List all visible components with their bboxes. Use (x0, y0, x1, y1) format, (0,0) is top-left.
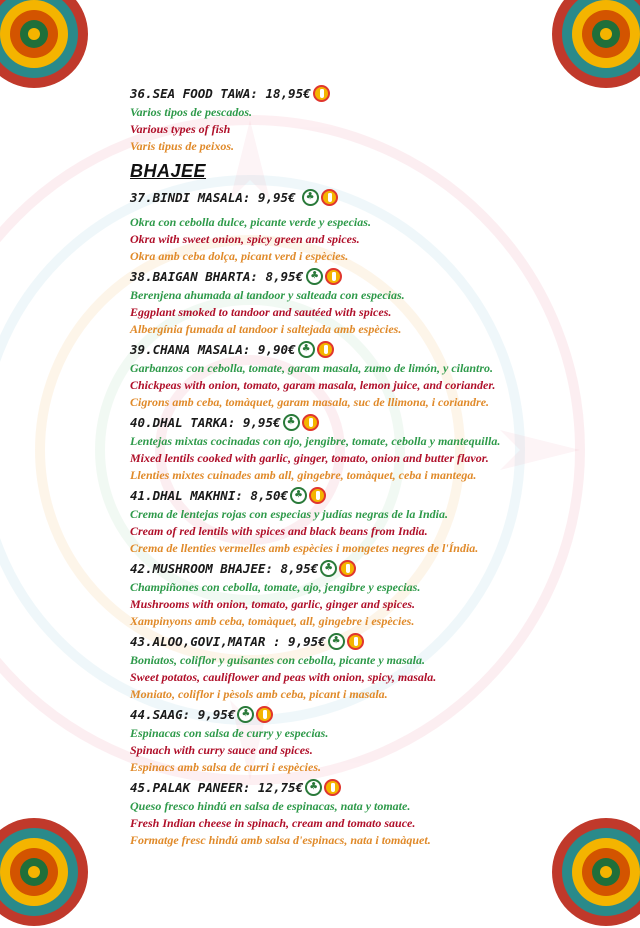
menu-item (130, 703, 630, 776)
spicy-icon (325, 268, 342, 285)
description-english: Mushrooms with onion, tomato, garlic, ginger and spices. (130, 597, 416, 611)
description-catalan: Xampinyons amb ceba, tomàquet, all, gingebre i espècies. (130, 614, 415, 628)
dish-title: 36.SEA FOOD TAWA: 18,95€ (130, 85, 311, 101)
dish-title: 40.DHAL TARKA: 9,95€ (130, 414, 281, 430)
spicy-icon (317, 341, 334, 358)
description-catalan: Moniato, coliflor i pèsols amb ceba, picant i masala. (130, 687, 388, 701)
vegetarian-icon (320, 560, 337, 577)
vegetarian-icon (237, 706, 254, 723)
menu-item (130, 484, 630, 557)
description-catalan: Varis tipus de peixos. (130, 139, 235, 153)
description-catalan: Okra amb ceba dolça, picant verd i espècies. (130, 249, 349, 263)
corner-mandala-top-right (550, 0, 640, 90)
description-catalan: Albergínia fumada al tandoor i saltejada amb espècies. (130, 322, 402, 336)
dish-title: 39.CHANA MASALA: 9,90€ (130, 341, 296, 357)
description-english: Chickpeas with onion, tomato, garam masala, lemon juice, and coriander. (130, 378, 496, 392)
menu-item-sea-food-tawa (130, 82, 630, 155)
spicy-icon (313, 85, 330, 102)
description-english: Sweet potatos, cauliflower and peas with onion, spicy, masala. (130, 670, 437, 684)
menu-content (130, 82, 630, 849)
spicy-icon (256, 706, 273, 723)
vegetarian-icon (328, 633, 345, 650)
description-english: Okra with sweet onion, spicy green and spices. (130, 232, 360, 246)
description-catalan: Espinacs amb salsa de curri i espècies. (130, 760, 321, 774)
spicy-icon (324, 779, 341, 796)
description-catalan: Llenties mixtes cuinades amb all, gingebre, tomàquet, ceba i mantega. (130, 468, 477, 482)
vegetarian-icon (302, 189, 319, 206)
corner-mandala-top-left (0, 0, 90, 90)
description-english: Fresh Indian cheese in spinach, cream and tomato sauce. (130, 816, 416, 830)
description-english: Various types of fish (130, 122, 231, 136)
description-english: Spinach with curry sauce and spices. (130, 743, 313, 757)
dish-title: 45.PALAK PANEER: 12,75€ (130, 779, 304, 795)
description-spanish: Crema de lentejas rojas con especias y judías negras de la India. (130, 507, 448, 521)
vegetarian-icon (306, 268, 323, 285)
section-title: BHAJEE (130, 161, 207, 181)
menu-item (130, 186, 630, 265)
description-spanish: Lentejas mixtas cocinadas con ajo, jengibre, tomate, cebolla y mantequilla. (130, 434, 501, 448)
description-spanish: Boniatos, coliflor y guisantes con cebolla, picante y masala. (130, 653, 425, 667)
menu-item (130, 776, 630, 849)
spicy-icon (309, 487, 326, 504)
menu-item (130, 338, 630, 411)
vegetarian-icon (283, 414, 300, 431)
description-spanish: Champiñones con cebolla, tomate, ajo, jengibre y especias. (130, 580, 421, 594)
vegetarian-icon (298, 341, 315, 358)
dish-title: 44.SAAG: 9,95€ (130, 706, 236, 722)
menu-item (130, 557, 630, 630)
description-catalan: Cigrons amb ceba, tomàquet, garam masala, suc de llimona, i coriandre. (130, 395, 490, 409)
spicy-icon (321, 189, 338, 206)
menu-item (130, 411, 630, 484)
description-spanish: Espinacas con salsa de curry y especias. (130, 726, 329, 740)
corner-mandala-bottom-left (0, 816, 90, 928)
dish-title: 38.BAIGAN BHARTA: 8,95€ (130, 268, 304, 284)
spicy-icon (339, 560, 356, 577)
spicy-icon (302, 414, 319, 431)
dish-title: 37.BINDI MASALA: 9,95€ (130, 189, 296, 205)
spicy-icon (347, 633, 364, 650)
menu-item (130, 630, 630, 703)
description-catalan: Crema de llenties vermelles amb espècies i mongetes negres de l'Índia. (130, 541, 479, 555)
description-spanish: Berenjena ahumada al tandoor y salteada con especias. (130, 288, 405, 302)
dish-title: 41.DHAL MAKHNI: 8,50€ (130, 487, 289, 503)
menu-item (130, 265, 630, 338)
description-english: Cream of red lentils with spices and black beans from India. (130, 524, 428, 538)
description-spanish: Varios tipos de pescados. (130, 105, 253, 119)
vegetarian-icon (305, 779, 322, 796)
vegetarian-icon (290, 487, 307, 504)
description-spanish: Okra con cebolla dulce, picante verde y especias. (130, 215, 371, 229)
description-spanish: Garbanzos con cebolla, tomate, garam masala, zumo de limón, y cilantro. (130, 361, 494, 375)
dish-title: 42.MUSHROOM BHAJEE: 8,95€ (130, 560, 319, 576)
description-english: Mixed lentils cooked with garlic, ginger, tomato, onion and butter flavor. (130, 451, 489, 465)
description-catalan: Formatge fresc hindú amb salsa d'espinacs, nata i tomàquet. (130, 833, 431, 847)
description-english: Eggplant smoked to tandoor and sautéed with spices. (130, 305, 392, 319)
description-spanish: Queso fresco hindú en salsa de espinacas, nata y tomate. (130, 799, 411, 813)
dish-title: 43.ALOO,GOVI,MATAR : 9,95€ (130, 633, 326, 649)
